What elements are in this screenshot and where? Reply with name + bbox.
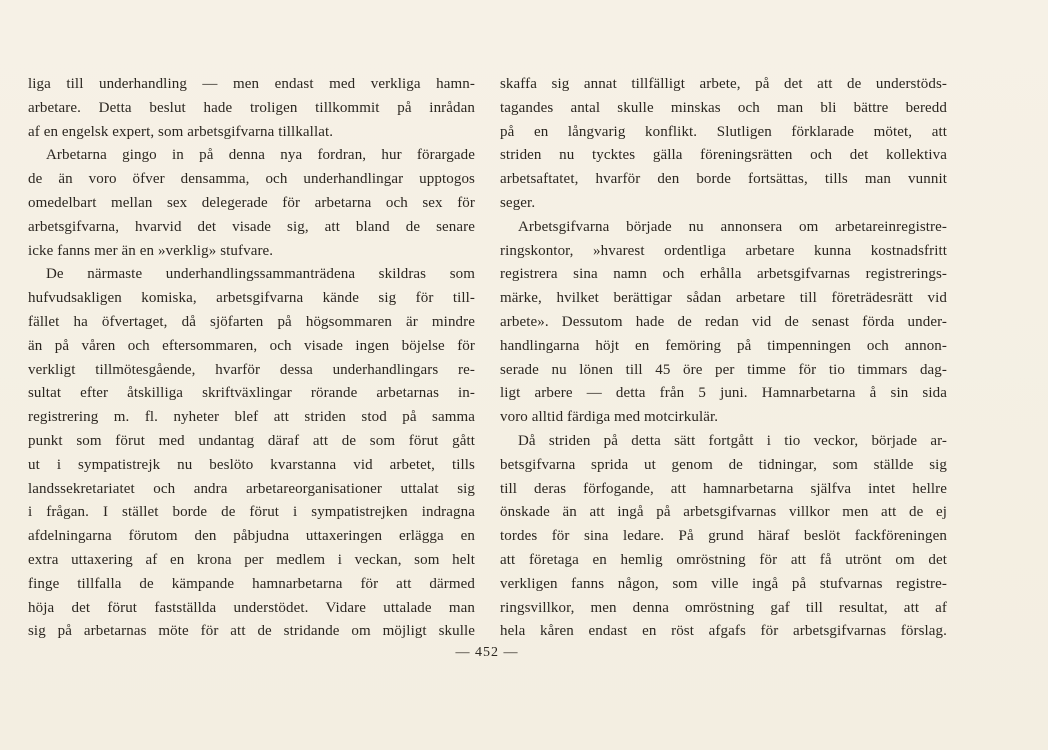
text-line: voro alltid färdiga med motcirkulär. bbox=[500, 409, 719, 426]
text-line: Då striden på detta sätt fortgått i tio veckor, började ar- bbox=[518, 432, 947, 449]
text-line: seger. bbox=[500, 194, 536, 211]
text-line: icke fanns mer än en »verklig» stufvare. bbox=[28, 242, 274, 259]
text-line: sultat efter åtskilliga skriftväxlingar rörande arbetarnas in- bbox=[28, 385, 475, 402]
text-line: märke, hvilket berättigar sådan arbetare till företrädesrätt vid bbox=[500, 290, 947, 307]
text-line: serade nu lönen till 45 öre per timme för tio timmars dag- bbox=[500, 361, 947, 378]
text-line: fället ha öfvertaget, då sjöfarten på högsommaren är mindre bbox=[28, 313, 475, 330]
text-line: De närmaste underhandlingssammanträdena skildras som bbox=[46, 266, 475, 283]
text-line: på en långvarig konflikt. Slutligen förklarade mötet, att bbox=[500, 123, 947, 140]
text-line: registrera sina namn och erhålla arbetsgifvarnas registrerings- bbox=[500, 266, 947, 283]
text-line: Arbetsgifvarna började nu annonsera om arbetareinregistre- bbox=[518, 218, 947, 235]
text-line: ringsvillkor, men denna omröstning gaf till resultat, att af bbox=[500, 599, 947, 616]
text-line: registrering m. fl. nyheter blef att striden stod på samma bbox=[28, 409, 475, 426]
text-line: handlingarna höjt en femöring på timpenningen och annon- bbox=[500, 337, 947, 354]
text-line: tagandes antal skulle minskas och man bli bättre beredd bbox=[500, 99, 947, 116]
left-text-column bbox=[28, 73, 475, 644]
text-line: verkligen fanns någon, som ville ingå på stufvarnas registre- bbox=[500, 575, 947, 592]
text-line: ringskontor, »hvarest ordentliga arbetare kunna kostnadsfritt bbox=[500, 242, 947, 259]
text-line: sig på arbetarnas möte för att de stridande om möjligt skulle bbox=[28, 623, 475, 640]
text-line: hufvudsakligen komiska, arbetsgifvarna kände sig för till- bbox=[28, 290, 475, 307]
page-number: — 452 — bbox=[455, 645, 519, 660]
text-line: skaffa sig annat tillfälligt arbete, på det att de understöds- bbox=[500, 76, 947, 92]
text-line: betsgifvarna sprida ut genom de tidningar, som ställde sig bbox=[500, 456, 947, 473]
right-text-column bbox=[500, 73, 947, 644]
text-line: till deras förfogande, att hamnarbetarna själfva intet hellre bbox=[500, 480, 947, 497]
text-line: striden nu tycktes gälla föreningsrätten och det kollektiva bbox=[500, 147, 947, 164]
text-line: de än voro öfver densamma, och underhandlingar upptogos bbox=[28, 171, 475, 188]
text-line: punkt som förut med undantag däraf att de som förut gått bbox=[28, 432, 475, 449]
text-line: arbete». Dessutom hade de redan vid de senast förda under- bbox=[500, 313, 947, 330]
text-line: i frågan. I stället borde de förut i sympatistrejken indragna bbox=[28, 504, 475, 521]
text-line: liga till underhandling — men endast med verkliga hamn- bbox=[28, 76, 475, 92]
text-line: ut i sympatistrejk nu beslöto kvarstanna vid arbetet, tills bbox=[28, 456, 475, 473]
text-line: än på våren och eftersommaren, och visade ingen böjelse för bbox=[28, 337, 475, 354]
text-line: ligt arbere — detta från 5 juni. Hamnarbetarna å sin sida bbox=[500, 385, 947, 402]
text-line: att företaga en hemlig omröstning för att få utrönt om det bbox=[500, 551, 947, 568]
text-line: tordes för sina ledare. På grund häraf beslöt fackföreningen bbox=[500, 528, 947, 545]
text-line: omedelbart mellan sex delegerade för arbetarna och sex för bbox=[28, 194, 475, 211]
text-line: afdelningarna förutom den påbjudna uttaxeringen erlägga en bbox=[28, 528, 475, 545]
text-line: verkligt tillmötesgående, hvarför dessa underhandlingars re- bbox=[28, 361, 475, 378]
text-line: hela kåren endast en röst afgafs för arbetsgifvarnas förslag. bbox=[500, 623, 947, 640]
text-line: landssekretariatet och andra arbetareorganisationer uttalat sig bbox=[28, 480, 475, 497]
text-line: af en engelsk expert, som arbetsgifvarna tillkallat. bbox=[28, 123, 334, 140]
text-line: arbetsgifvarna, hvarvid det visade sig, att bland de senare bbox=[28, 218, 475, 235]
text-line: Arbetarna gingo in på denna nya fordran, hur förargade bbox=[46, 147, 475, 164]
text-line: arbetare. Detta beslut hade troligen tillkommit på inrådan bbox=[28, 99, 475, 116]
text-line: arbetsaftatet, hvarför den borde fortsättas, tills man vunnit bbox=[500, 171, 947, 188]
text-line: höja det förut fastställda understödet. Vidare uttalade man bbox=[28, 599, 475, 616]
text-line: finge tillfalla de kämpande hamnarbetarna för att därmed bbox=[28, 575, 475, 592]
text-line: extra uttaxering af en krona per medlem i veckan, som helt bbox=[28, 551, 475, 568]
text-line: önskade än att ingå på arbetsgifvarnas villkor men att de ej bbox=[500, 504, 947, 521]
